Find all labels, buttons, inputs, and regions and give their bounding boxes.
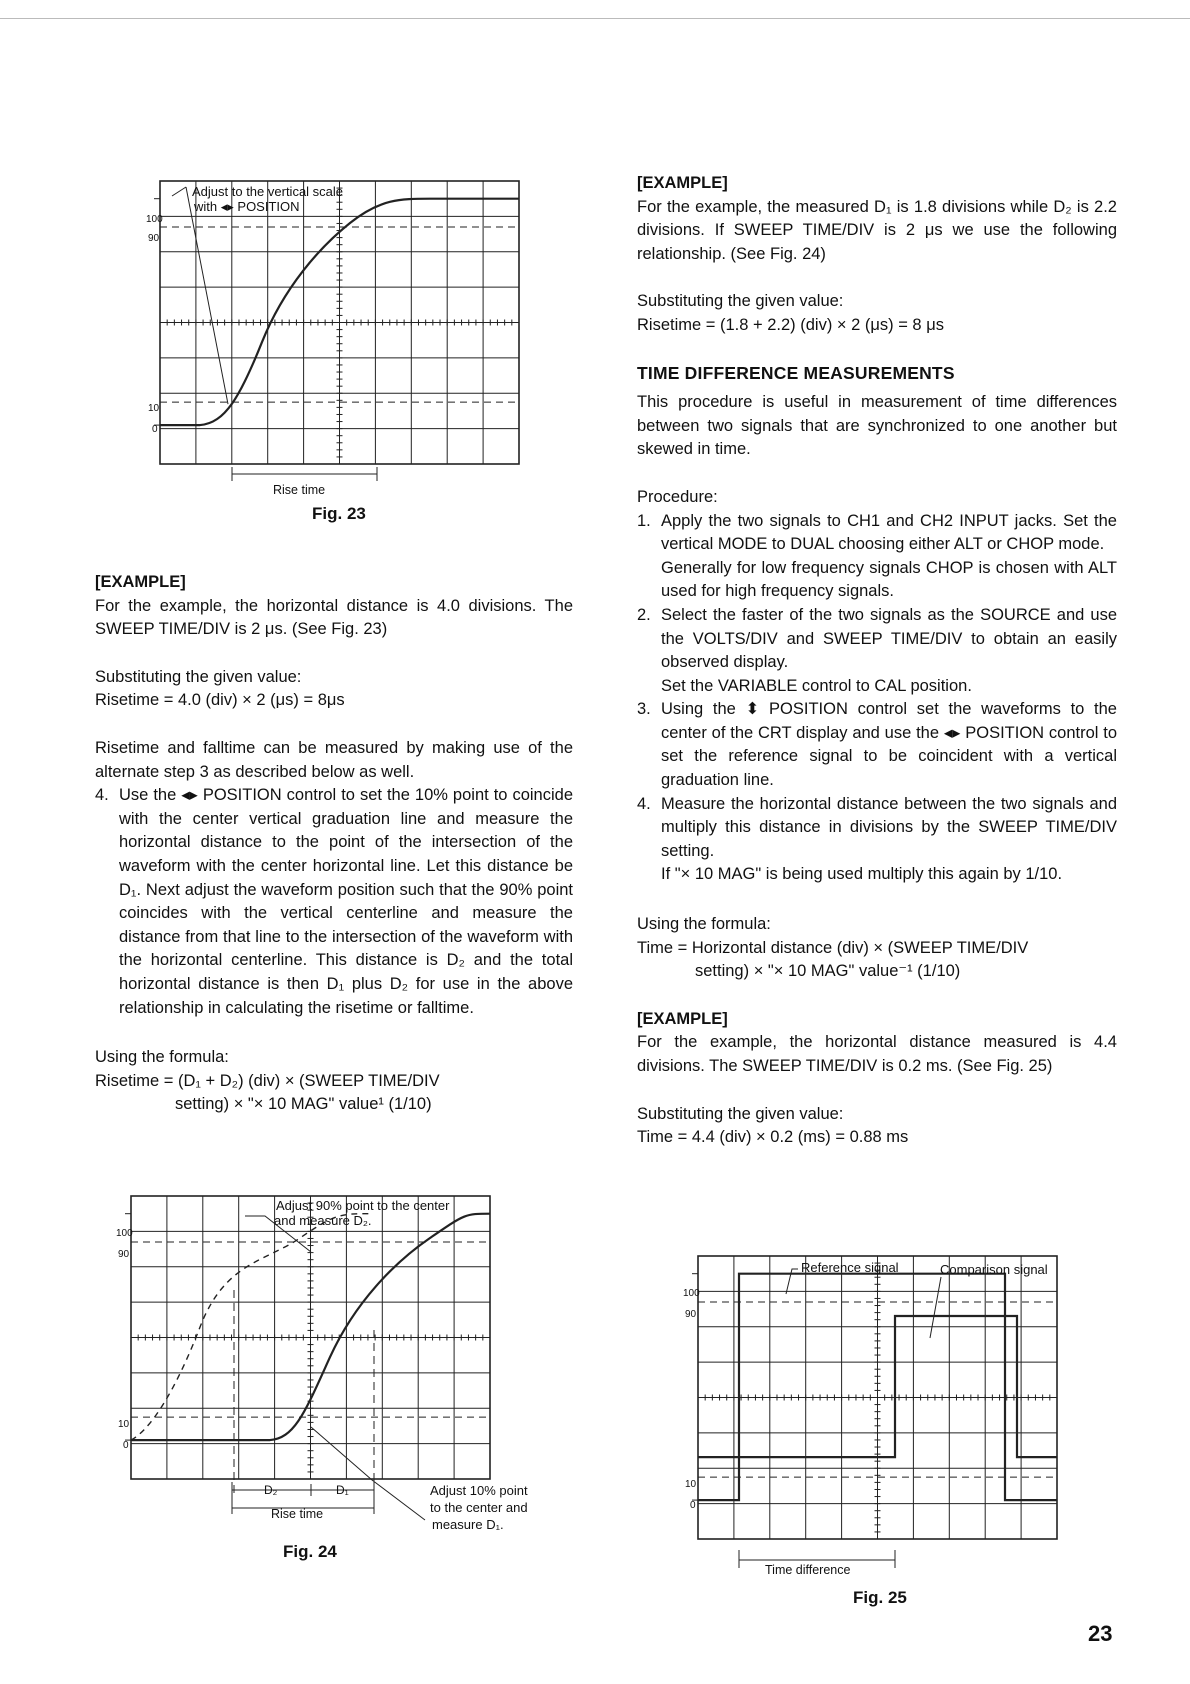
fig24-y100: 100 bbox=[116, 1228, 133, 1239]
fig24-d2-label: D₂ bbox=[264, 1483, 278, 1497]
left-step-4-text: Use the ◂▸ POSITION control to set the 10% point to coincide with the center vertical graduation line and measure the horizontal distance to the point of the intersection of the waveform with the center horizontal line. Let this distance be D₁. Next adjust the waveform position such that the 90% point coincides with the vertical centerline and measure the distance from that line to the intersection of the waveform with the horizontal centerline. This distance is D₂ and the total horizontal distance is then D₁ plus D₂ for use in the above relationship in calculating the risetime or falltime. bbox=[119, 786, 573, 1017]
procedure-label: Procedure: bbox=[637, 487, 718, 506]
step-text: Using the ⬍ POSITION control set the waveforms to the center of the CRT display and use the ◂▸ POSITION control to set the reference signal to be coincident with a vertical graduation line. bbox=[661, 700, 1117, 790]
left-formula-line2: setting) × "× 10 MAG" value¹ (1/10) bbox=[175, 1095, 432, 1114]
left-formula-line1: Risetime = (D₁ + D₂) (div) × (SWEEP TIME/DIV bbox=[95, 1071, 440, 1090]
left-example-text: For the example, the horizontal distance is 4.0 divisions. The SWEEP TIME/DIV is 2 μs. (See Fig. 23) bbox=[95, 596, 573, 639]
fig24-caption: Fig. 24 bbox=[283, 1542, 337, 1561]
fig24-rise-time-label: Rise time bbox=[271, 1507, 324, 1521]
right-column bbox=[637, 172, 1117, 1150]
section-title: TIME DIFFERENCE MEASUREMENTS bbox=[637, 362, 955, 383]
step-text: Apply the two signals to CH1 and CH2 INPUT jacks. Set the vertical MODE to DUAL choosing either ALT or CHOP mode. bbox=[661, 511, 1117, 554]
step-text: Select the faster of the two signals as the SOURCE and use the VOLTS/DIV and SWEEP TIME/DIV to obtain an easily observed display. bbox=[661, 605, 1117, 672]
fig24-note-top-line1: Adjust 90% point to the center bbox=[276, 1198, 450, 1213]
procedure-steps bbox=[637, 510, 1117, 888]
step-extra: If "× 10 MAG" is being used multiply this again by 1/10. bbox=[661, 865, 1063, 884]
fig23-y0: 0 bbox=[152, 424, 158, 435]
fig23-y10: 10 bbox=[148, 403, 160, 414]
fig24-y90: 90 bbox=[118, 1249, 130, 1260]
right-example-text: For the example, the measured D₁ is 1.8 divisions while D₂ is 2.2 divisions. If SWEEP TIME/DIV is 2 μs we use the following relationship. (See Fig. 24) bbox=[637, 197, 1117, 263]
right-formula-line2: setting) × "× 10 MAG" value⁻¹ (1/10) bbox=[695, 962, 961, 981]
left-subst-label: Substituting the given value: bbox=[95, 667, 302, 686]
left-step-4 bbox=[95, 784, 573, 1020]
right-subst2-label: Substituting the given value: bbox=[637, 1104, 844, 1123]
step-number: 3. bbox=[637, 700, 651, 719]
fig24-note-bottom-line1: Adjust 10% point bbox=[430, 1483, 528, 1498]
fig23-y90: 90 bbox=[148, 233, 160, 244]
fig25-reference-label: Reference signal bbox=[801, 1260, 899, 1275]
left-example-heading: [EXAMPLE] bbox=[95, 573, 186, 591]
left-column bbox=[95, 571, 573, 1117]
right-formula-label: Using the formula: bbox=[637, 915, 771, 934]
fig24-y10: 10 bbox=[118, 1419, 130, 1430]
left-step-4-number: 4. bbox=[95, 786, 109, 805]
right-formula-line1: Time = Horizontal distance (div) × (SWEEP TIME/DIV bbox=[637, 938, 1029, 957]
step-extra: Set the VARIABLE control to CAL position. bbox=[661, 676, 972, 695]
fig24-y0: 0 bbox=[123, 1440, 129, 1451]
fig23-note-line1: Adjust to the vertical scale bbox=[192, 184, 344, 199]
procedure-step bbox=[637, 793, 1117, 887]
left-subst-formula: Risetime = 4.0 (div) × 2 (μs) = 8μs bbox=[95, 691, 345, 710]
fig24-note-bottom-line2: to the center and bbox=[430, 1500, 528, 1515]
fig25-comparison-label: Comparison signal bbox=[940, 1262, 1048, 1277]
fig24-d1-label: D₁ bbox=[336, 1483, 349, 1497]
right-example-heading: [EXAMPLE] bbox=[637, 174, 728, 192]
left-formula-label: Using the formula: bbox=[95, 1048, 229, 1067]
procedure-step bbox=[637, 698, 1117, 792]
procedure-step bbox=[637, 604, 1117, 698]
procedure-step bbox=[637, 510, 1117, 604]
step-number: 2. bbox=[637, 605, 651, 624]
fig25-y100: 100 bbox=[683, 1288, 700, 1299]
step-number: 1. bbox=[637, 511, 651, 530]
left-alt-paragraph: Risetime and falltime can be measured by making use of the alternate step 3 as described below as well. bbox=[95, 738, 573, 781]
right-subst-formula: Risetime = (1.8 + 2.2) (div) × 2 (μs) = 8 μs bbox=[637, 315, 944, 334]
fig23-caption: Fig. 23 bbox=[312, 504, 366, 523]
fig25-caption: Fig. 25 bbox=[853, 1588, 907, 1607]
page-number: 23 bbox=[1088, 1621, 1113, 1646]
fig25-time-difference-label: Time difference bbox=[765, 1563, 851, 1577]
fig23-rise-time-label: Rise time bbox=[273, 483, 326, 497]
fig24-note-top-line2: and measure D₂. bbox=[274, 1213, 372, 1228]
step-text: Measure the horizontal distance between the two signals and multiply this distance in divisions by the SWEEP TIME/DIV setting. bbox=[661, 794, 1117, 860]
step-extra: Generally for low frequency signals CHOP is chosen with ALT used for high frequency signals. bbox=[661, 558, 1117, 601]
fig25-y10: 10 bbox=[685, 1479, 697, 1490]
right-subst2-formula: Time = 4.4 (div) × 0.2 (ms) = 0.88 ms bbox=[637, 1128, 909, 1147]
right-example2-text: For the example, the horizontal distance measured is 4.4 divisions. The SWEEP TIME/DIV is 0.2 ms. (See Fig. 25) bbox=[637, 1033, 1117, 1075]
fig23-y100: 100 bbox=[146, 214, 163, 225]
fig25-y90: 90 bbox=[685, 1309, 697, 1320]
fig25-y0: 0 bbox=[690, 1500, 696, 1511]
fig24-note-bottom-line3: measure D₁. bbox=[432, 1517, 504, 1532]
left-steps bbox=[95, 784, 573, 1020]
right-example2-heading: [EXAMPLE] bbox=[637, 1009, 728, 1028]
fig23-note-line2: with ◂▸ POSITION bbox=[194, 199, 300, 214]
section-intro: This procedure is useful in measurement of time differences between two signals that are synchronized to one another but skewed in time. bbox=[637, 393, 1117, 459]
step-number: 4. bbox=[637, 794, 651, 813]
right-subst-label: Substituting the given value: bbox=[637, 292, 844, 311]
